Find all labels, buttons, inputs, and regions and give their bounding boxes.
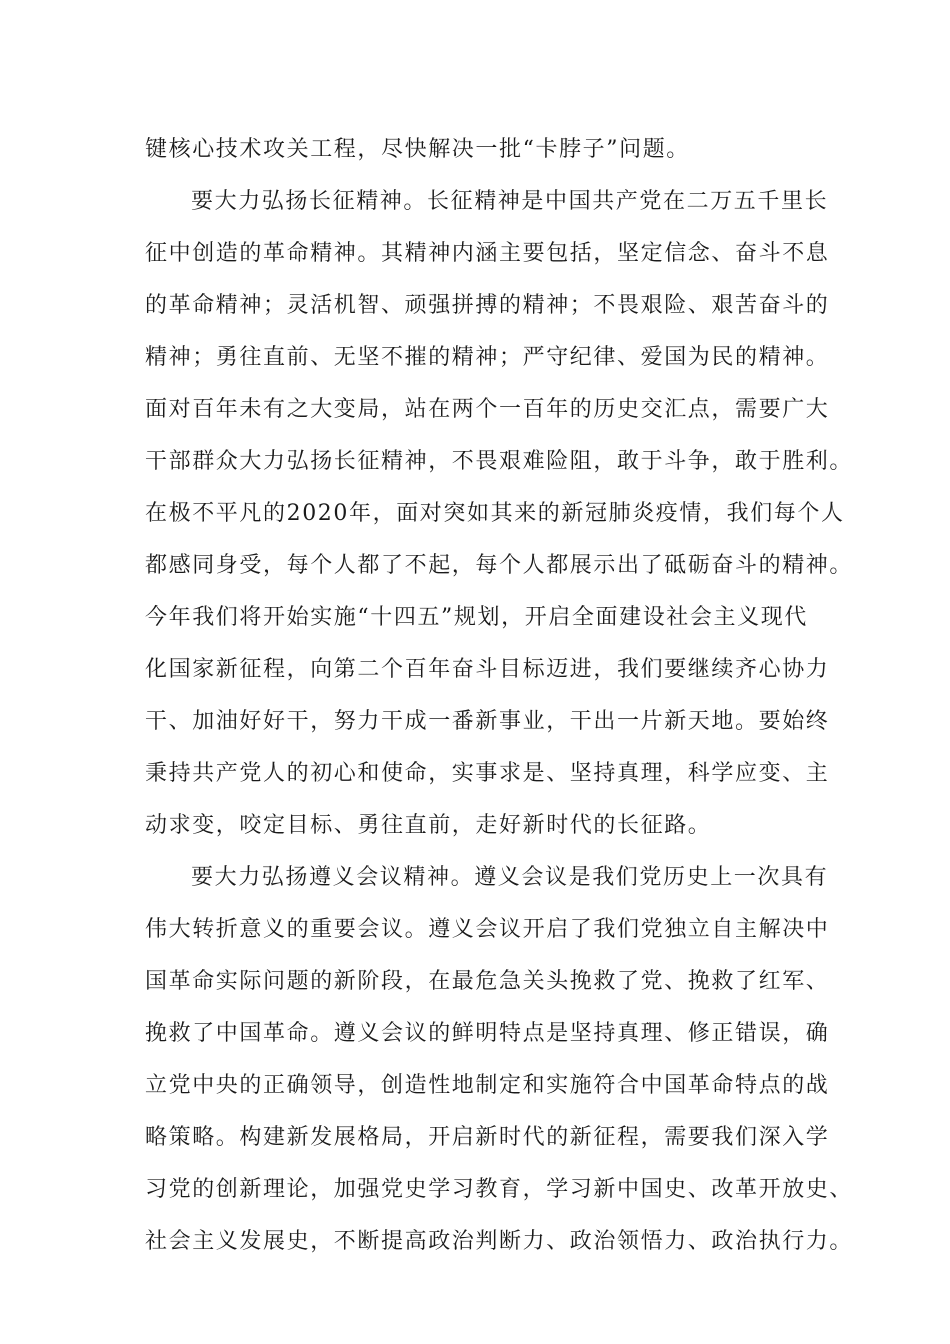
text-line: 精神；勇往直前、无坚不摧的精神；严守纪律、爱国为民的精神。: [145, 345, 830, 370]
text-line: 挽救了中国革命。遵义会议的鲜明特点是坚持真理、修正错误，确: [145, 1021, 830, 1046]
text-line: 化国家新征程，向第二个百年奋斗目标迈进，我们要继续齐心协力: [145, 657, 830, 682]
text-line: 的革命精神；灵活机智、顽强拼搏的精神；不畏艰险、艰苦奋斗的: [145, 293, 830, 318]
text-line: 动求变，咬定目标、勇往直前，走好新时代的长征路。: [145, 813, 712, 838]
text-line: 征中创造的革命精神。其精神内涵主要包括，坚定信念、奋斗不息: [145, 241, 830, 266]
text-line: 国革命实际问题的新阶段，在最危急关头挽救了党、挽救了红军、: [145, 969, 830, 994]
text-line: 干部群众大力弘扬长征精神，不畏艰难险阻，敢于斗争，敢于胜利。: [145, 449, 854, 474]
text-line: 今年我们将开始实施“十四五”规划，开启全面建设社会主义现代: [145, 605, 808, 630]
text-line: 干、加油好好干，努力干成一番新事业，干出一片新天地。要始终: [145, 709, 830, 734]
body-text: [145, 128, 854, 1272]
text-line: 立党中央的正确领导，创造性地制定和实施符合中国革命特点的战: [145, 1073, 830, 1098]
text-line: 略策略。构建新发展格局，开启新时代的新征程，需要我们深入学: [145, 1125, 830, 1150]
text-line: 秉持共产党人的初心和使命，实事求是、坚持真理，科学应变、主: [145, 761, 830, 786]
text-line: 习党的创新理论，加强党史学习教育，学习新中国史、改革开放史、: [145, 1177, 854, 1202]
text-line: 都感同身受，每个人都了不起，每个人都展示出了砥砺奋斗的精神。: [145, 553, 854, 578]
text-line: 在极不平凡的2020年，面对突如其来的新冠肺炎疫情，我们每个人: [145, 501, 845, 526]
text-line: 要大力弘扬长征精神。长征精神是中国共产党在二万五千里长: [191, 189, 829, 214]
text-line: 要大力弘扬遵义会议精神。遵义会议是我们党历史上一次具有: [191, 865, 829, 890]
text-line: 面对百年未有之大变局，站在两个一百年的历史交汇点，需要广大: [145, 397, 830, 422]
text-line: 键核心技术攻关工程，尽快解决一批“卡脖子”问题。: [145, 137, 690, 162]
text-line: 社会主义发展史，不断提高政治判断力、政治领悟力、政治执行力。: [145, 1229, 854, 1254]
text-line: 伟大转折意义的重要会议。遵义会议开启了我们党独立自主解决中: [145, 917, 830, 942]
